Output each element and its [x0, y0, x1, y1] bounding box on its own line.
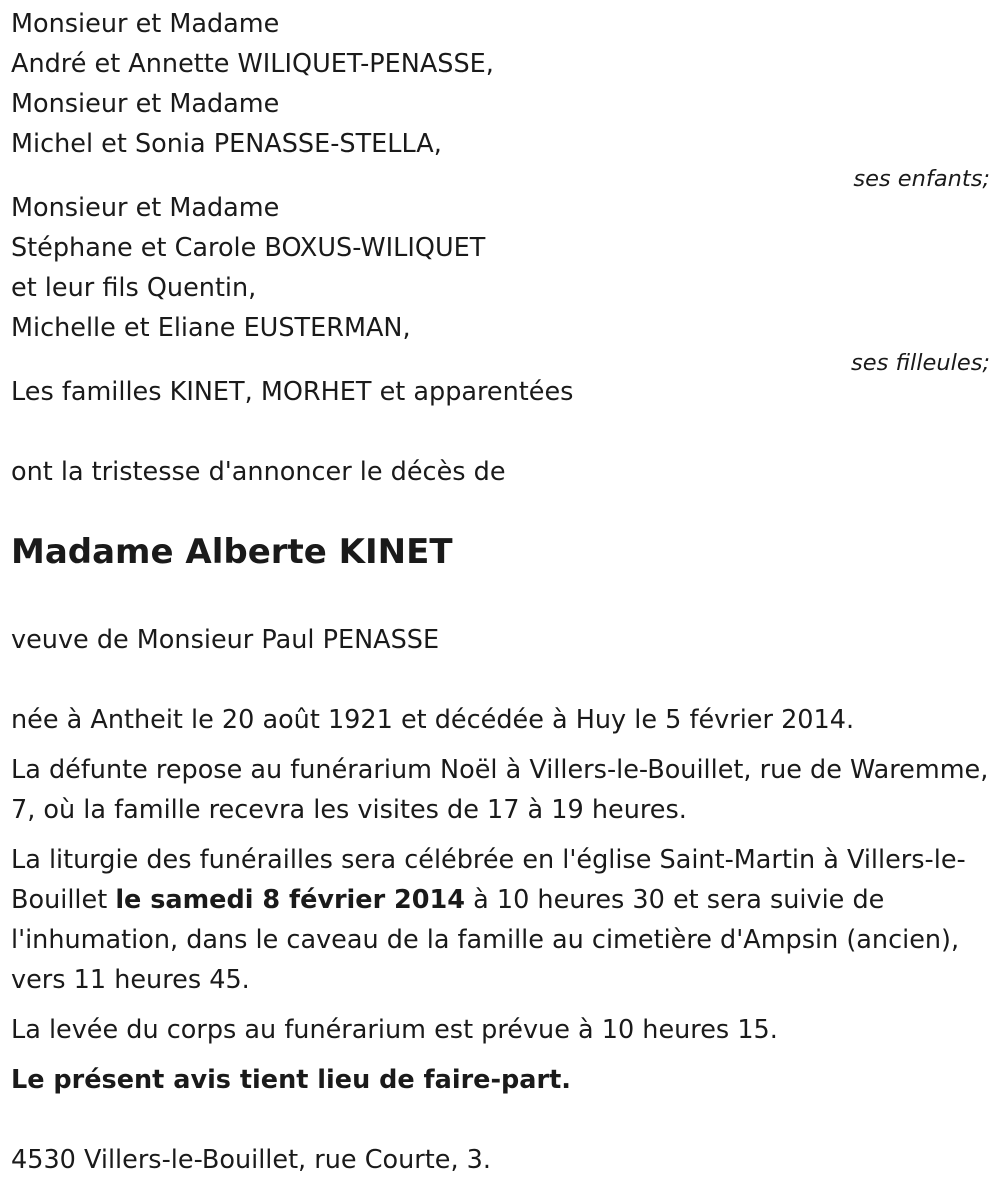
details-block: [11, 700, 990, 1100]
deceased-name-text: Madame Alberte KINET: [11, 532, 453, 572]
children-line: André et Annette WILIQUET-PENASSE,: [11, 49, 494, 79]
widow-line: [11, 620, 990, 660]
children-group: [11, 4, 990, 194]
deceased-name: [11, 530, 990, 575]
children-role: ses enfants;: [853, 166, 990, 192]
children-line: Michel et Sonia PENASSE-STELLA,: [11, 129, 442, 159]
godchildren-line: Michelle et Eliane EUSTERMAN,: [11, 313, 411, 343]
liturgy-text-before: La liturgie des funérailles sera célébrée en l'église Saint-Martin à Villers-le-Bouillet: [11, 845, 966, 915]
godchildren-line: et leur fils Quentin,: [11, 273, 257, 303]
address-text: 4530 Villers-le-Bouillet, rue Courte, 3.: [11, 1145, 491, 1175]
liturgy-paragraph: [11, 840, 990, 1000]
families-line: [11, 372, 990, 412]
rest-place-text: La défunte repose au funérarium Noël à Villers-le-Bouillet, rue de Waremme, 7, où la famille recevra les visites de 17 à 19 heures.: [11, 755, 989, 825]
children-line: Monsieur et Madame: [11, 9, 280, 39]
widow-text: veuve de Monsieur Paul PENASSE: [11, 625, 440, 655]
body-removal-text: La levée du corps au funérarium est prévue à 10 heures 15.: [11, 1015, 778, 1045]
address-line: [11, 1140, 990, 1180]
announcement-line: [11, 452, 990, 492]
children-line: Monsieur et Madame: [11, 89, 280, 119]
godchildren-line: Stéphane et Carole BOXUS-WILIQUET: [11, 233, 486, 263]
notice-text: Le présent avis tient lieu de faire-part.: [11, 1065, 571, 1095]
godchildren-role: ses filleules;: [851, 350, 990, 376]
godchildren-group: [11, 188, 990, 378]
godchildren-line: Monsieur et Madame: [11, 193, 280, 223]
birth-death-text: née à Antheit le 20 août 1921 et décédée à Huy le 5 février 2014.: [11, 705, 855, 735]
liturgy-date: le samedi 8 février 2014: [115, 885, 466, 915]
families-text: Les familles KINET, MORHET et apparentées: [11, 377, 574, 407]
announcement-text: ont la tristesse d'annoncer le décès de: [11, 457, 506, 487]
liturgy-text-after: à 10 heures 30 et sera suivie de l'inhumation, dans le caveau de la famille au cimetière d'Ampsin (ancien), vers 11 heures 45.: [11, 885, 960, 995]
